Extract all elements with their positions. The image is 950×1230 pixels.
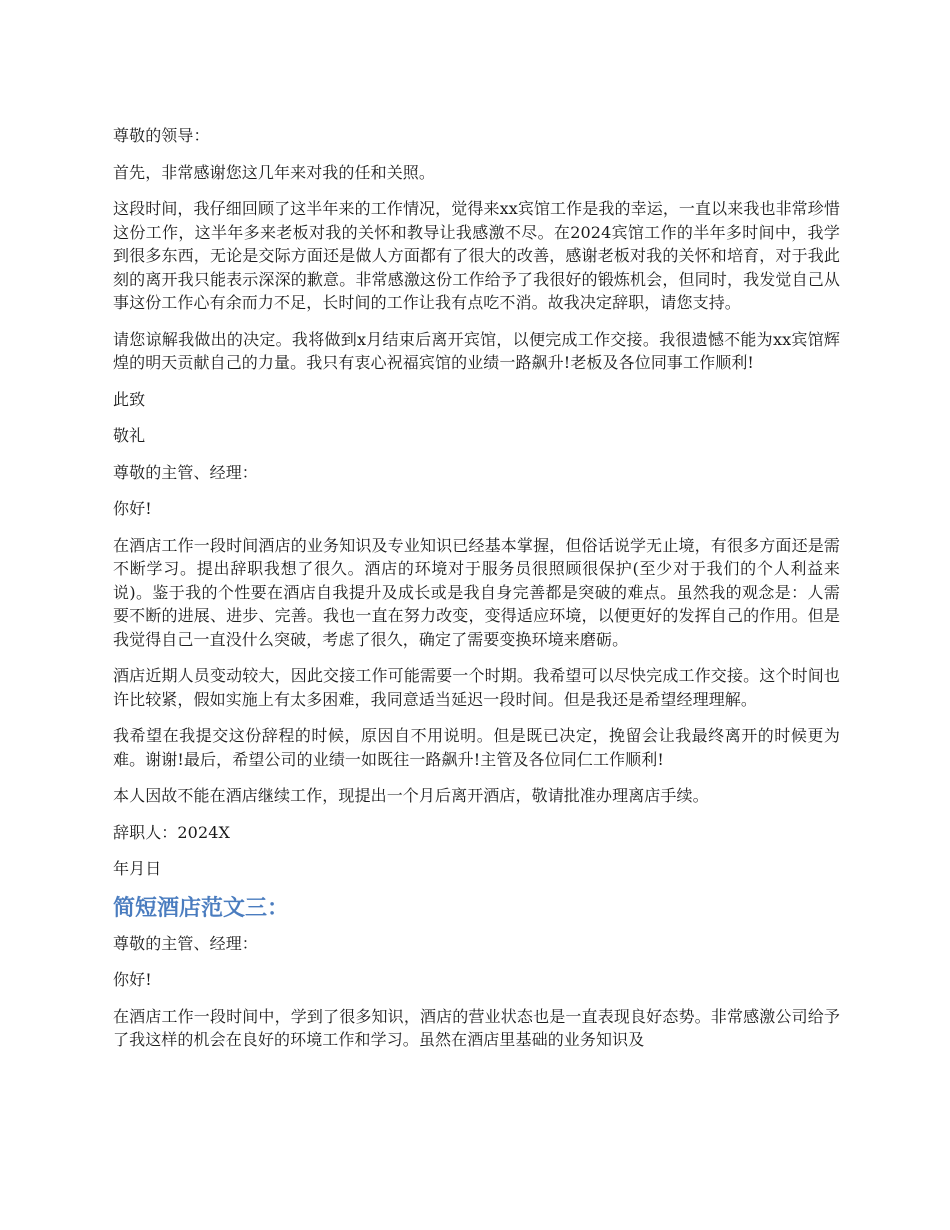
salutation: 尊敬的主管、经理： [113,933,258,953]
paragraph: 本人因故不能在酒店继续工作，现提出一个月后离开酒店，敬请批准办理离店手续。 [113,786,709,805]
paragraph: 我希望在我提交这份辞程的时候，原因自不用说明。但是既已决定，挽留会让我最终离开的时候更为难。谢谢!最后，希望公司的业绩一如既往一路飙升!主管及各位同仁工作顺利! [113,726,840,769]
section-heading: 简短酒店范文三： [113,895,290,921]
paragraph: 在酒店工作一段时间酒店的业务知识及专业知识已经基本掌握，但俗话说学无止境，有很多方面还是需不断学习。提出辞职我想了很久。酒店的环境对于服务员很照顾很保护(至少对于我们的个人利益来说)。鉴于我的个性要在酒店自我提升及成长或是我自身完善都是突破的难点。虽然我的观念是：人需要不断的进展、进步、完善。我也一直在努力改变，变得适应环境，以便更好的发挥自己的作用。但是我觉得自己一直没什么突破，考虑了很久，确定了需要变换环境来磨砺。 [113,535,840,649]
paragraph: 在酒店工作一段时间中，学到了很多知识，酒店的营业状态也是一直表现良好态势。非常感激公司给予了我这样的机会在良好的环境工作和学习。虽然在酒店里基础的业务知识及 [113,1006,840,1049]
greeting: 你好! [113,970,152,989]
paragraph: 这段时间，我仔细回顾了这半年来的工作情况，觉得来xx宾馆工作是我的幸运，一直以来我也非常珍惜这份工作，这半年多来老板对我的关怀和教导让我感激不尽。在2024宾馆工作的半年多时间中，我学到很多东西，无论是交际方面还是做人方面都有了很大的改善，感谢老板对我的关怀和培育，对于我此刻的离开我只能表示深深的歉意。非常感激这份工作给予了我很好的锻炼机会，但同时，我发觉自己从事这份工作心有余而力不足，长时间的工作让我有点吃不消。故我决定辞职，请您支持。 [113,199,840,312]
date-line: 年月日 [113,859,162,878]
signature-line: 辞职人：2024X [113,822,231,842]
document-body [113,124,840,1065]
closing-line: 敬礼 [113,426,146,445]
closing-line: 此致 [113,389,146,409]
paragraph: 请您谅解我做出的决定。我将做到x月结束后离开宾馆，以便完成工作交接。我很遗憾不能为xx宾馆辉煌的明天贡献自己的力量。我只有衷心祝福宾馆的业绩一路飙升!老板及各位同事工作顺利! [113,329,840,372]
salutation: 尊敬的领导： [113,126,210,145]
greeting: 你好! [113,499,152,518]
paragraph: 酒店近期人员变动较大，因此交接工作可能需要一个时期。我希望可以尽快完成工作交接。这个时间也许比较紧，假如实施上有太多困难，我同意适当延迟一段时间。但是我还是希望经理理解。 [113,666,840,709]
paragraph: 首先，非常感谢您这几年来对我的任和关照。 [113,162,436,182]
salutation: 尊敬的主管、经理： [113,462,258,482]
